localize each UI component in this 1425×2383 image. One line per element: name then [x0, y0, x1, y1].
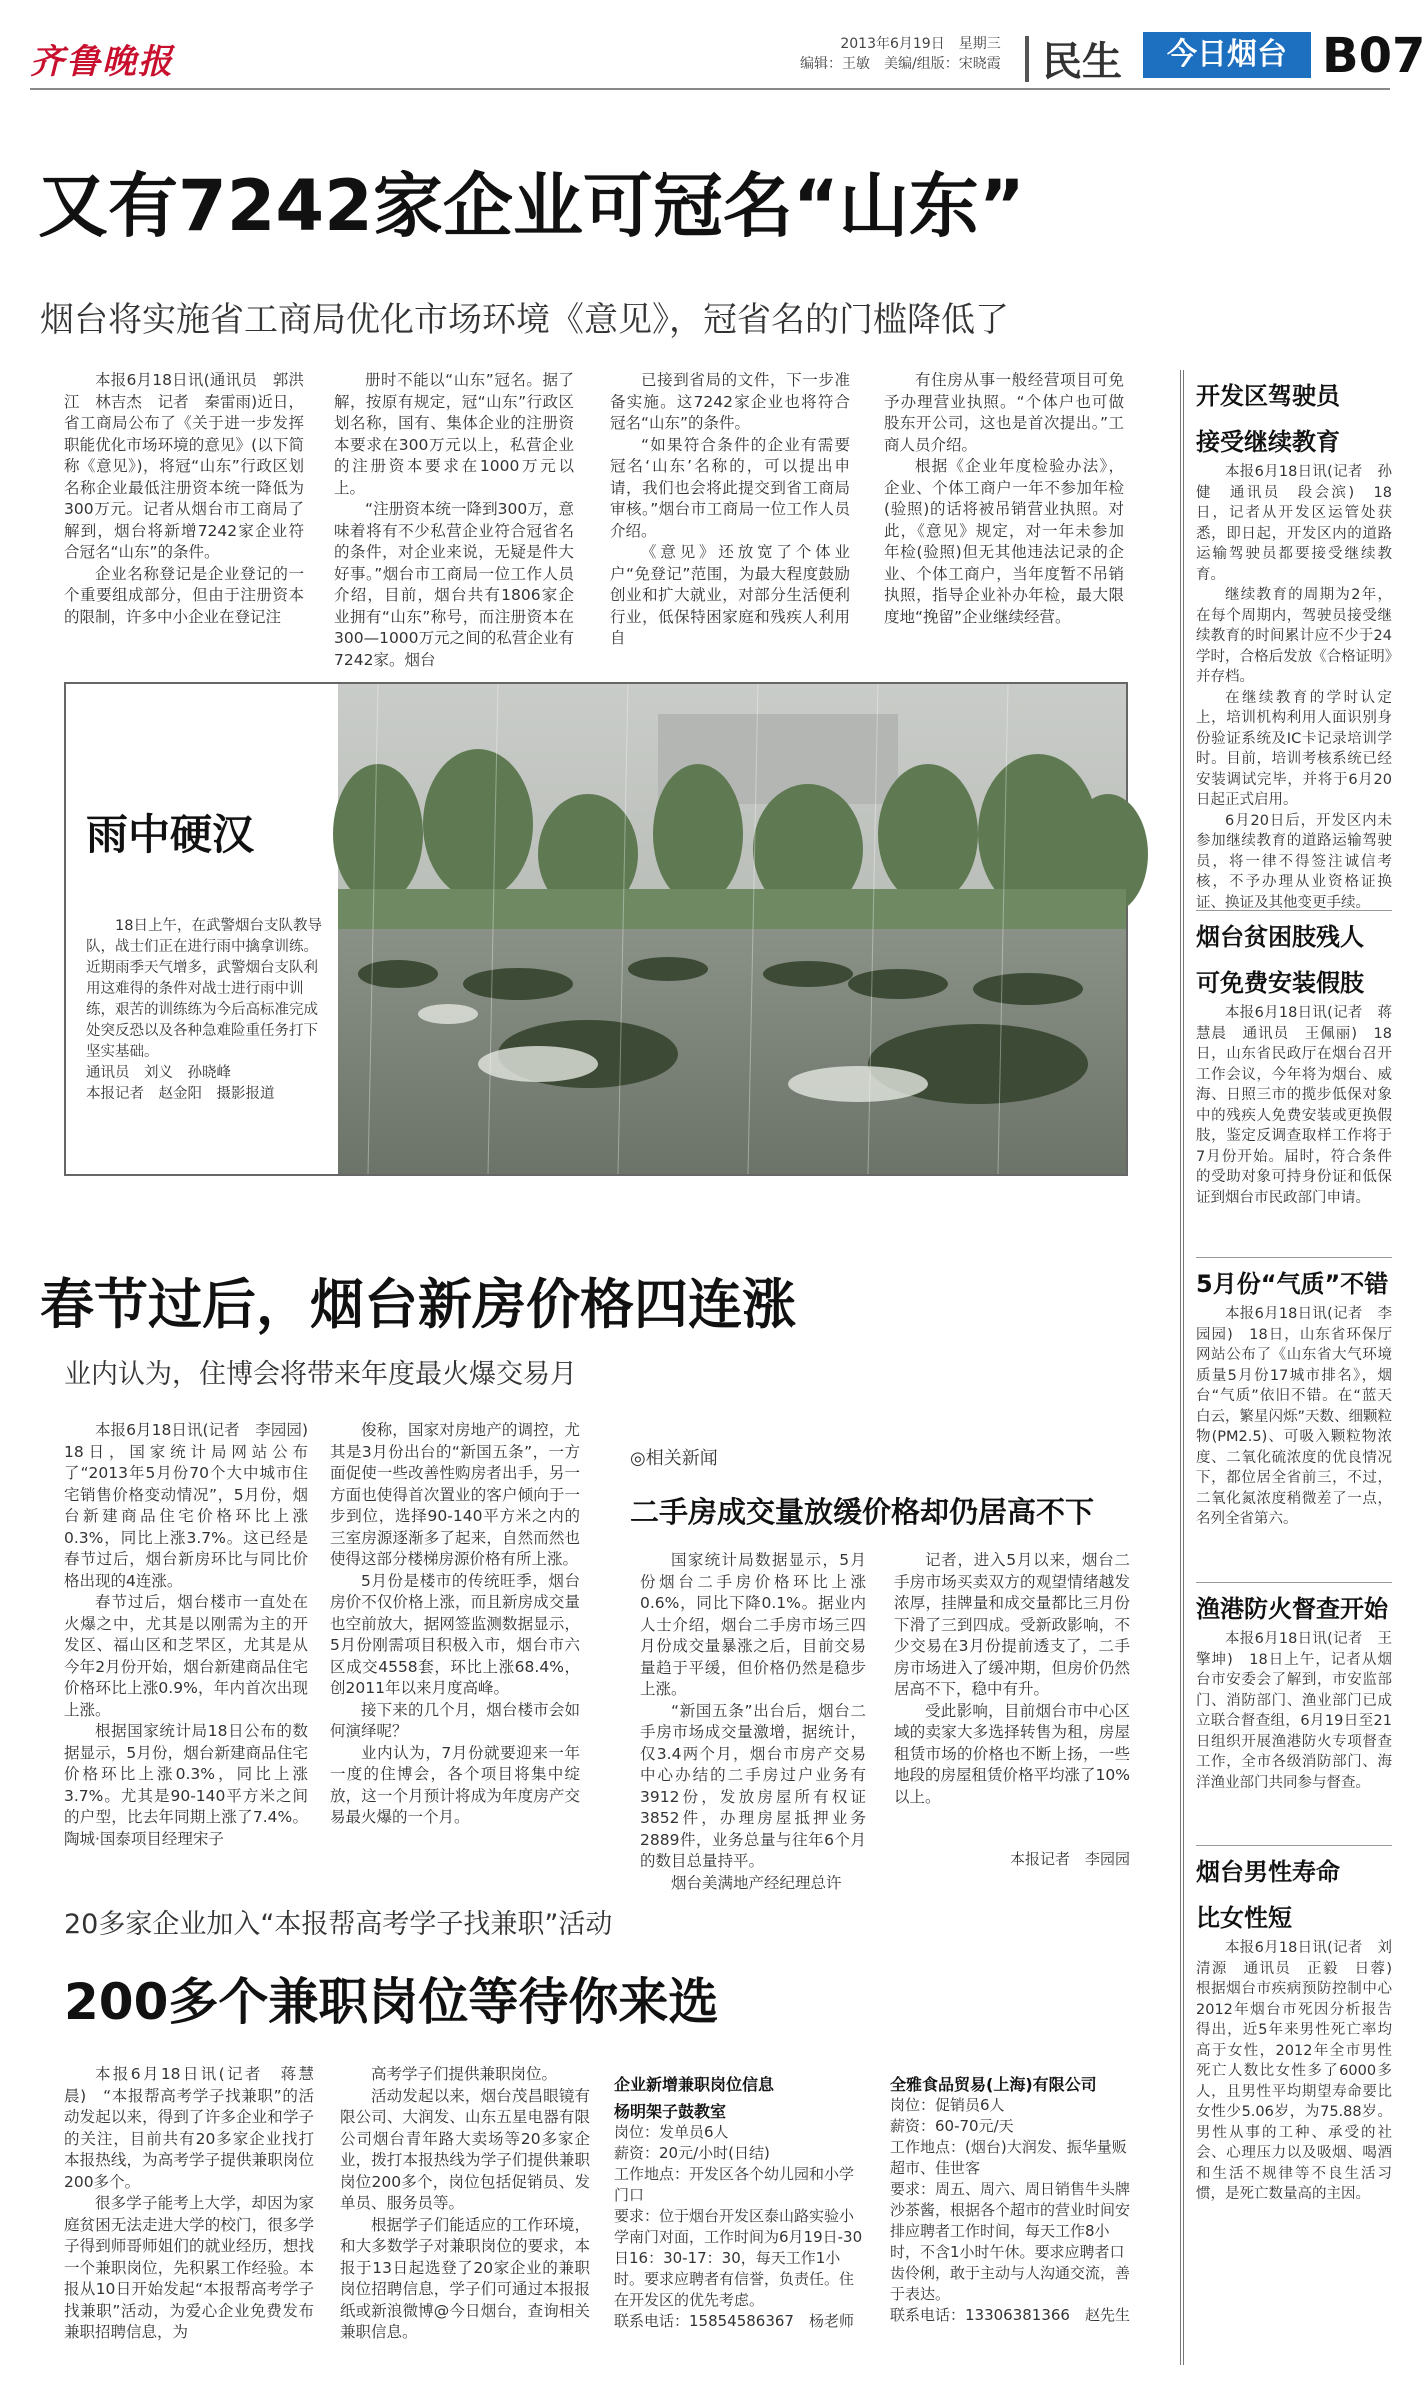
brief-air-quality: 5月份“气质”不错 本报6月18日讯(记者 李园园) 18日，山东省环保厅网站公布了《山东省大气环境质量5月份17城市排名》，烟台“气质”依旧不错。在“蓝天白云，繁星闪烁”天数、细颗粒物(PM2.5)、可吸入颗粒物浓度、二氧化硫浓度的优良情况下，都位居全省前三，不过，二氧化氮浓度稍微差了一点，名列全省第六。 — [1196, 1270, 1393, 1527]
lead-column-3: 已接到省局的文件，下一步准备实施。这7242家企业也将符合冠名“山东”的条件。 “如果符合条件的企业有需要冠名‘山东’名称的，可以提出申请，我们也会将此提交到省工商局审核。”烟台市工商局一位工作人员介绍。 《意见》还放宽了个体业户“免登记”范围，为最大程度鼓励创业和扩大就业，对部分生活便利行业，低保特困家庭和残疾人利用自 — [610, 371, 850, 647]
newspaper-logo: 齐鲁晚报 — [30, 42, 174, 82]
brief-driver-education: 开发区驾驶员 接受继续教育 本报6月18日讯(记者 孙健 通讯员 段会滨) 18日，记者从开发区运管处获悉，即日起，开发区内的道路运输驾驶员都要接受继续教育。 继续教育的周期为2年，在每个周期内，驾驶员接受继续教育的时间累计应不少于24学时，合格后发放《合格证明》并存档。 在继续教育的学时认定上，培训机构利用人面识别身份验证系统及IC卡记录培训学时。目前，培训考核系统已经安装调试完毕，并将于6月20日起正式启用。 6月20日后，开发区内未参加继续教育的道路运输驾驶员，将一律不得签注诚信考核，不予办理从业资格证换证、换证及其他变更手续。 — [1196, 382, 1392, 911]
photo-credit-2: 本报记者 赵金阳 摄影报道 — [86, 1086, 275, 1102]
jobs-headline: 200多个兼职岗位等待你来选 — [64, 1973, 719, 2031]
news-briefs-sidebar — [1180, 370, 1407, 2365]
lead-column-4: 有住房从事一般经营项目可免予办理营业执照。“个体户也可做股东开公司，这也是首次提出。”工商人员介绍。 根据《企业年度检验办法》，企业、个体工商户一年不参加年检(验照)的话将被吊销营业执照。对此，《意见》规定，对一年未参加年检(验照)但无其他违法记录的企业、个体工商户，当年度暂不吊销执照，指导企业补办年检，最大限度地“挽留”企业继续经营。 — [884, 371, 1124, 626]
brief-fishing-port: 渔港防火督查开始 本报6月18日讯(记者 王擎坤) 18日上午，记者从烟台市安委会了解到，市安监部门、消防部门、渔业部门已成立联合督查组，6月19日至21日组织开展渔港防火专项督查工作，全市各级消防部门、海洋渔业部门共同参与督查。 — [1196, 1595, 1392, 1791]
housing-column-1: 本报6月18日讯(记者 李园园) 18日，国家统计局网站公布了“2013年5月份70个大中城市住宅销售价格变动情况”，5月份，烟台新建商品住宅价格环比上涨0.3%，同比上涨3.7%。这已经是春节过后，烟台新房环比与同比价格出现的4连涨。 春节过后，烟台楼市一直处在火爆之中，尤其是以刚需为主的开发区、福山区和芝罘区，尤其是从今年2月份开始，烟台新建商品住宅价格环比上涨0.9%，年内首次出现上涨。 根据国家统计局18日公布的数据显示，5月份，烟台新建商品住宅价格环比上涨0.3%，同比上涨3.7%。尤其是90-140平方米之间的户型，比去年同期上涨了7.4%。陶城·国泰项目经理宋子 — [64, 1421, 324, 1848]
dateline — [800, 34, 1001, 74]
related-headline: 二手房成交量放缓价格却仍居高不下 — [630, 1495, 1095, 1529]
job-list-head: 企业新增兼职岗位信息 — [614, 2075, 775, 2094]
jobs-kicker: 20多家企业加入“本报帮高考学子找兼职”活动 — [64, 1909, 613, 1940]
photo-title: 雨中硬汉 — [86, 810, 255, 859]
housing-headline: 春节过后，烟台新房价格四连涨 — [40, 1273, 796, 1336]
photo-caption: 18日上午，在武警烟台支队教导队，战士们正在进行雨中擒拿训练。近期雨季天气增多，武警烟台支队利用这难得的条件对战士进行雨中训练，艰苦的训练练为今后高标准完成处突反恐以及各种急难险重任务打下坚实基础。 通讯员 刘义 孙晓峰 本报记者 赵金阳 摄影报道 — [86, 916, 326, 1105]
company-name: 杨明架子鼓教室 — [614, 2102, 727, 2121]
masthead-rule — [30, 88, 1390, 90]
related-column-2: 记者，进入5月以来，烟台二手房市场买卖双方的观望情绪越发浓厚，挂牌量和成交量都比三月份下滑了三到四成。受新政影响，不少交易在3月份提前透支了，二手房市场进入了缓冲期，但房价仍然居高不下，稳中有升。 受此影响，目前烟台市中心区域的卖家大多选择转售为租，房屋租赁市场的价格也不断上扬，一些地段的房屋租赁价格平均涨了10%以上。 — [894, 1551, 1130, 1806]
related-news-icon: ◎ — [630, 1448, 646, 1469]
brief-divider — [1196, 1845, 1392, 1846]
section-name: 民生 — [1042, 39, 1122, 85]
jobs-column-2: 高考学子们提供兼职岗位。 活动发起以来，烟台茂昌眼镜有限公司、大润发、山东五星电器有限公司烟台青年路大卖场等20多家企业，拨打本报热线为学子们提供兼职岗位200多个，岗位包括促销员、发单员、服务员等。 根据学子们能适应的工作环境，和大多数学子对兼职岗位的要求，本报于13日起选登了20家企业的兼职岗位招聘信息，学子们可通过本报报纸或新浪微博@今日烟台，查询相关兼职信息。 — [340, 2065, 590, 2341]
housing-subheadline: 业内认为，住博会将带来年度最火爆交易月 — [64, 1359, 577, 1390]
housing-column-2: 俊称，国家对房地产的调控，尤其是3月份出台的“新国五条”，一方面促使一些改善性购房者出手，另一方面也使得首次置业的客户倾向于一步到位，选择90-140平方米之内的三室房源逐渐多了起来，自然而然也使得这部分楼梯房源价格有所上涨。 5月份是楼市的传统旺季，烟台房价不仅价格上涨，而且新房成交量也空前放大，据网签监测数据显示，5月份刚需项目积极入市，烟台市六区成交4558套，环比上涨68.4%，创2011年以来月度高峰。 接下来的几个月，烟台楼市会如何演绎呢？ 业内认为，7月份就要迎来一年一度的住博会，各个项目将集中绽放，这一个月预计将成为年度房产交易最火爆的一个月。 — [330, 1421, 580, 1826]
editor-text: 编辑：王敏 美编/组版：宋晓霞 — [800, 56, 1001, 72]
related-column-1: 国家统计局数据显示，5月份烟台二手房价格环比上涨0.6%，同比下降0.1%。据业内人士介绍，烟台二手房市场三四月份成交量暴涨之后，目前交易量趋于平缓，但价格仍然是稳步上涨。 “新国五条”出台后，烟台二手房市场成交量激增，据统计，仅3.4两个月，烟台市房产交易中心办结的二手房过户业务有3912份，发放房屋所有权证3852件，办理房屋抵押业务2889件，业务总量与往年6个月的数目总量持平。 烟台美满地产经纪理总许 — [640, 1551, 866, 1892]
jobs-column-1: 本报6月18日讯(记者 蒋慧晨) “本报帮高考学子找兼职”的活动发起以来，得到了许多企业和学子的关注，目前共有20多家企业找打本报热线，为高考学子提供兼职岗位200多个。 很多学子能考上大学，却因为家庭贫困无法走进大学的校门，很多学子得到师哥师姐们的就业经历，想找一个兼职岗位，先积累工作经验。本报从10日开始发起“本报帮高考学子找兼职”活动，为爱心企业免费发布兼职招聘信息，为 — [64, 2065, 314, 2341]
brief-prosthetics: 烟台贫困肢残人 可免费安装假肢 本报6月18日讯(记者 蒋慧晨 通讯员 王佩丽) 18日，山东省民政厅在烟台召开工作会议，今年将为烟台、威海、日照三市的揽步低保对象中的残疾人免费安装或更换假肢，鉴定反调查取样工作将于7月份开始。届时，符合条件的受助对象可持身份证和低保证到烟台市民政部门申请。 — [1196, 923, 1392, 1206]
brief-divider — [1196, 1582, 1392, 1583]
date-text: 2013年6月19日 星期三 — [840, 36, 1001, 52]
brief-divider — [1196, 1257, 1392, 1258]
lead-column-1: 本报6月18日讯(通讯员 郭洪江 林吉杰 记者 秦雷雨)近日，省工商局公布了《关于进一步发挥职能优化市场环境的意见》(以下简称《意见》)，将冠“山东”行政区划名称企业最低注册资本统一降低为300万元。记者从烟台市工商局了解到，烟台将新增7242家企业符合冠名“山东”的条件。 企业名称登记是企业登记的一个重要组成部分，但由于注册资本的限制，许多中小企业在登记注 — [64, 371, 304, 626]
job-listing-1: 企业新增兼职岗位信息 杨明架子鼓教室 岗位：发单员6人 薪资：20元/小时(日结) 工作地点：开发区各个幼儿园和小学门口 要求：位于烟台开发区泰山路实验小学南门对面，工作时间为6月19日-30日16：30-17：30，每天工作1小时。要求应聘者有信誉，负责任。住在开发区的优先考虑。 联系电话：15854586367 杨老师 — [614, 2075, 863, 2330]
job-listing-2: 全雅食品贸易(上海)有限公司 岗位：促销员6人 薪资：60-70元/天 工作地点：(烟台)大润发、振华量贩超市、佳世客 要求：周五、周六、周日销售牛头牌沙茶酱，根据各个超市的营业时间安排应聘者工作时间，每天工作8小时，不含1小时午休。要求应聘者口齿伶俐，敢于主动与人沟通交流，善于表达。 联系电话：13306381366 赵先生 — [890, 2075, 1131, 2324]
related-news-label: ◎相关新闻 — [630, 1448, 718, 1469]
page-number: B07 — [1322, 28, 1425, 84]
photo-feature — [64, 682, 1128, 1176]
lead-column-2: 册时不能以“山东”冠名。据了解，按原有规定，冠“山东”行政区划名称，国有、集体企业的注册资本要求在300万元以上，私营企业的注册资本要求在1000万元以上。 “注册资本统一降到300万，意味着将有不少私营企业符合冠省名的条件，对企业来说，无疑是件大好事。”烟台市工商局一位工作人员介绍，目前，烟台共有1806家企业拥有“山东”称号，而注册资本在300—1000万元之间的私营企业有7242家。烟台 — [334, 371, 574, 669]
lead-subheadline: 烟台将实施省工商局优化市场环境《意见》，冠省名的门槛降低了 — [40, 300, 1009, 340]
lead-headline: 又有7242家企业可冠名“山东” — [38, 165, 1025, 247]
company-name: 全雅食品贸易(上海)有限公司 — [890, 2075, 1097, 2094]
rain-training-photo — [338, 684, 1126, 1174]
brief-life-expectancy: 烟台男性寿命 比女性短 本报6月18日讯(记者 刘清源 通讯员 正毅 日蓉) 根据烟台市疾病预防控制中心2012年烟台市死因分析报告得出，近5年来男性死亡率均高于女性，2012年全市男性死亡人数比女性多了6000多人，且男性平均期望寿命要比女性少5.06岁，为75.88岁。男性从事的工种、承受的社会、心理压力以及吸烟、喝酒和生活不规律等不良生活习惯，是死亡数量高的主因。 — [1196, 1858, 1407, 2202]
related-byline: 本报记者 李园园 — [1009, 1850, 1130, 1868]
photo-credit-1: 通讯员 刘义 孙晓峰 — [86, 1065, 231, 1081]
masthead-divider — [1025, 36, 1029, 82]
today-yantai-badge: 今日烟台 — [1143, 32, 1311, 78]
